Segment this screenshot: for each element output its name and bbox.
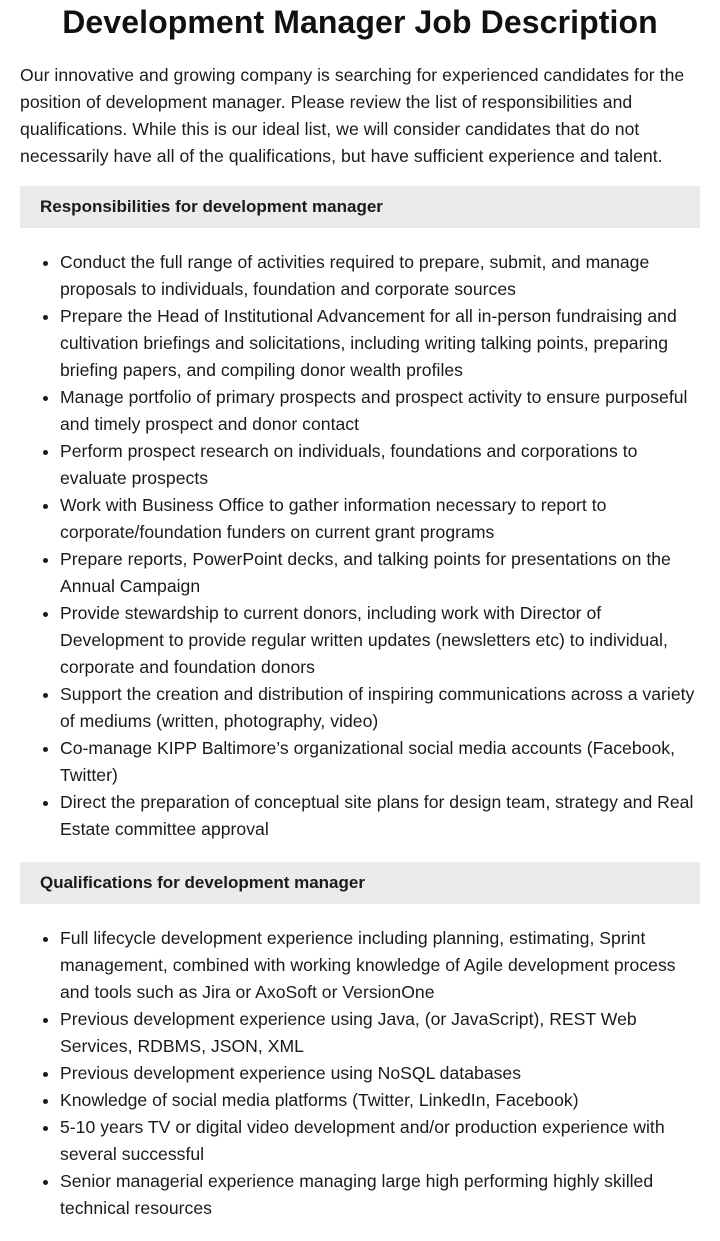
list-item: • 5-10 years TV or digital video development and/or production experience with several successful bbox=[60, 1114, 700, 1168]
list-item: • Conduct the full range of activities required to prepare, submit, and manage proposals to individuals, foundation and corporate sources bbox=[60, 249, 700, 303]
list-item: • Manage portfolio of primary prospects and prospect activity to ensure purposeful and timely prospect and donor contact bbox=[60, 384, 700, 438]
list-item: • Perform prospect research on individuals, foundations and corporations to evaluate prospects bbox=[60, 438, 700, 492]
qualifications-heading: Qualifications for development manager bbox=[20, 862, 700, 904]
list-item: • Co-manage KIPP Baltimore’s organizational social media accounts (Facebook, Twitter) bbox=[60, 735, 700, 789]
list-item: • Prepare the Head of Institutional Advancement for all in-person fundraising and cultivation briefings and solicitations, including writing talking points, preparing briefing papers, and compiling donor wealth profiles bbox=[60, 303, 700, 384]
list-item: • Direct the preparation of conceptual site plans for design team, strategy and Real Estate committee approval bbox=[60, 789, 700, 843]
list-item: • Provide stewardship to current donors, including work with Director of Development to provide regular written updates (newsletters etc) to individual, corporate and foundation donors bbox=[60, 600, 700, 681]
responsibilities-list bbox=[20, 249, 700, 843]
list-item: • Full lifecycle development experience including planning, estimating, Sprint management, combined with working knowledge of Agile development process and tools such as Jira or AxoSoft or VersionOne bbox=[60, 925, 700, 1006]
responsibilities-heading: Responsibilities for development manager bbox=[20, 186, 700, 228]
intro-paragraph: Our innovative and growing company is searching for experienced candidates for the position of development manager. Please review the list of responsibilities and qualifications. While this is our ideal list, we will consider candidates that do not necessarily have all of the qualifications, but have sufficient experience and talent. bbox=[20, 65, 685, 166]
list-item: • Prepare reports, PowerPoint decks, and talking points for presentations on the Annual Campaign bbox=[60, 546, 700, 600]
list-item: • Work with Business Office to gather information necessary to report to corporate/foundation funders on current grant programs bbox=[60, 492, 700, 546]
list-item: • Previous development experience using Java, (or JavaScript), REST Web Services, RDBMS, JSON, XML bbox=[60, 1006, 700, 1060]
list-item: • Previous development experience using NoSQL databases bbox=[60, 1060, 700, 1087]
list-item: • Senior managerial experience managing large high performing highly skilled technical resources bbox=[60, 1168, 700, 1222]
page-title: Development Manager Job Description bbox=[62, 4, 658, 40]
qualifications-list bbox=[20, 925, 700, 1222]
list-item: • Support the creation and distribution of inspiring communications across a variety of mediums (written, photography, video) bbox=[60, 681, 700, 735]
list-item: • Knowledge of social media platforms (Twitter, LinkedIn, Facebook) bbox=[60, 1087, 700, 1114]
